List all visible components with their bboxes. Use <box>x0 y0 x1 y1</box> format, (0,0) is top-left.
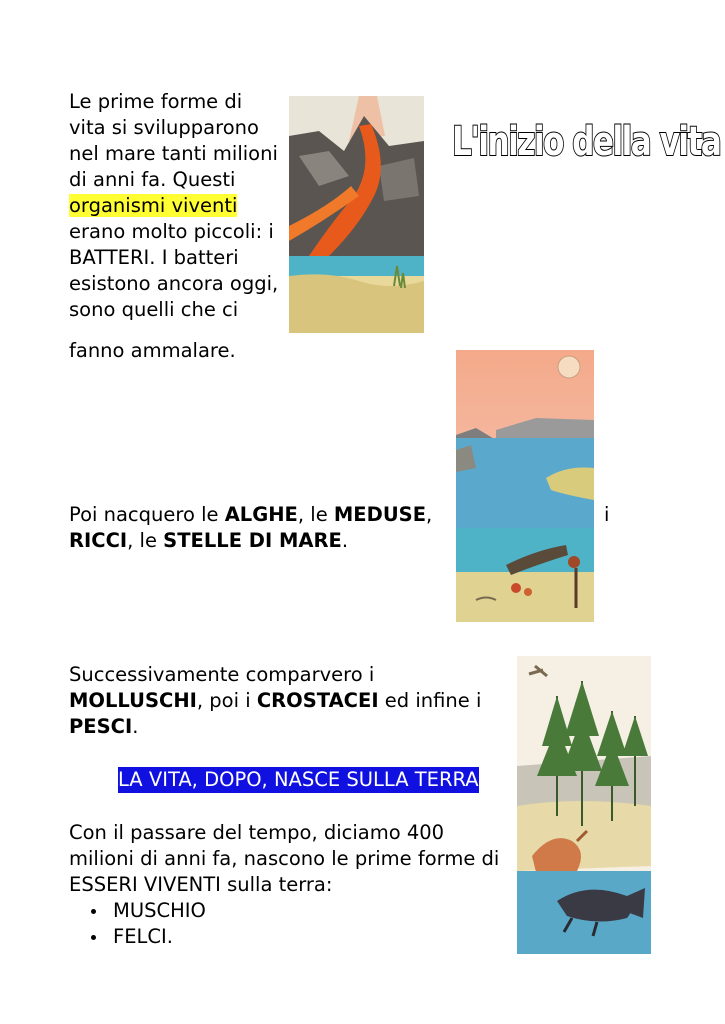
sea-life-illustration <box>456 350 594 622</box>
paragraph-alghe <box>69 502 454 554</box>
p2-bold-alghe: ALGHE <box>224 503 298 526</box>
p2-text-3: , <box>426 503 433 526</box>
paragraph-terra: Con il passare del tempo, diciamo 400 milioni di anni fa, nascono le prime forme di ESSERI VIVENTI sulla terra: <box>69 821 500 896</box>
paragraph-molluschi <box>69 662 509 740</box>
list-item: MUSCHIO <box>88 898 206 924</box>
p2-trailing-i: i <box>604 503 610 526</box>
p3-text-3: ed infine i <box>378 689 482 712</box>
p3-text-4: . <box>132 715 139 738</box>
page-title: L'inizio della vita <box>452 119 721 165</box>
p2-bold-stelle: STELLE DI MARE <box>163 529 342 552</box>
bullet-list <box>88 898 206 950</box>
land-life-illustration <box>517 656 651 954</box>
p2-text-5: . <box>341 529 349 552</box>
p3-bold-crostacei: CROSTACEI <box>256 689 379 712</box>
p2-bold-meduse: MEDUSE <box>333 503 427 526</box>
p3-text-2: , poi i <box>196 689 257 712</box>
p3-text-1: Successivamente comparvero i <box>69 663 375 686</box>
volcano-sea-illustration <box>289 96 424 333</box>
p2-text-1: Poi nacquero le <box>69 503 225 526</box>
intro-paragraph <box>69 89 284 323</box>
list-item: FELCI. <box>88 924 206 950</box>
intro-text-after: erano molto piccoli: i BATTERI. I batteri esistono ancora oggi, sono quelli che ci <box>69 220 279 321</box>
p2-text-2: , le <box>297 503 334 526</box>
p3-bold-molluschi: MOLLUSCHI <box>69 689 197 712</box>
intro-last-line: fanno ammalare. <box>69 339 236 362</box>
section-banner: LA VITA, DOPO, NASCE SULLA TERRA <box>118 768 479 791</box>
p2-text-4: , le <box>127 529 164 552</box>
intro-text-before: Le prime forme di vita si svilupparono nel mare tanti milioni di anni fa. Questi <box>69 90 278 191</box>
intro-highlight: organismi viventi <box>69 194 238 217</box>
p2-bold-ricci: RICCI <box>69 529 128 552</box>
p3-bold-pesci: PESCI <box>69 715 133 738</box>
